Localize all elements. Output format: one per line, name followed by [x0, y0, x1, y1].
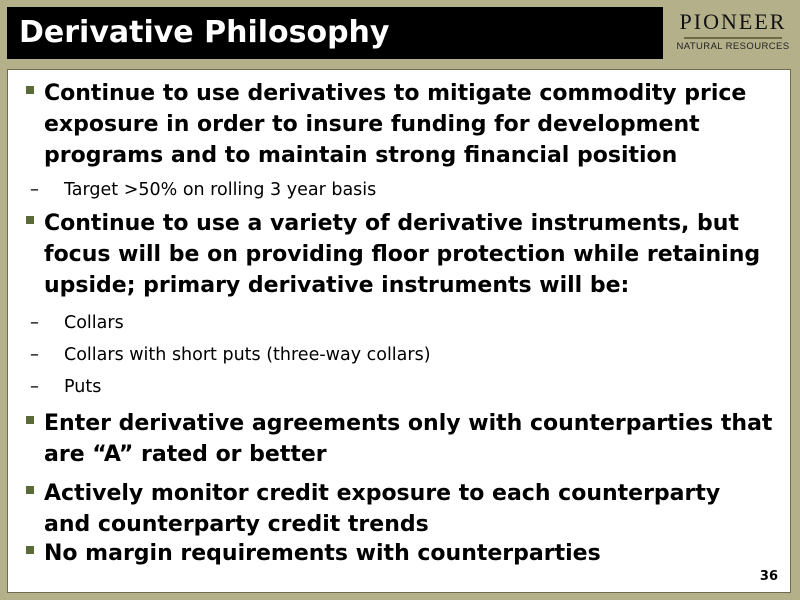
sub-bullet-text: Target >50% on rolling 3 year basis: [64, 180, 377, 200]
bullet-text: Continue to use derivatives to mitigate commodity price exposure in order to insure funding for development programs and to maintain strong financial position: [44, 81, 747, 168]
dash-bullet-icon: –: [30, 344, 39, 365]
page-number: 36: [759, 569, 778, 584]
square-bullet-icon: [26, 216, 34, 224]
square-bullet-icon: [26, 416, 34, 424]
logo-divider: [684, 37, 782, 39]
square-bullet-icon: [26, 546, 34, 554]
dash-bullet-icon: –: [30, 179, 39, 200]
dash-bullet-icon: –: [30, 376, 39, 397]
logo-main-text: PIONEER: [679, 9, 787, 34]
slide-content: [7, 69, 791, 593]
logo-sub-text: NATURAL RESOURCES: [676, 41, 790, 52]
slide-title: Derivative Philosophy: [19, 15, 390, 50]
bullet-text: Continue to use a variety of derivative instruments, but focus will be on providing floor protection while retaining upside; primary derivative instruments will be:: [44, 211, 761, 298]
dash-bullet-icon: –: [30, 312, 39, 333]
bullet-text: Actively monitor credit exposure to each counterparty and counterparty credit trends: [44, 481, 721, 537]
title-bar: [7, 7, 663, 59]
sub-bullet-text: Puts: [64, 377, 102, 397]
sub-bullet-text: Collars: [64, 313, 124, 333]
sub-bullet-text: Collars with short puts (three-way collars): [64, 345, 431, 365]
square-bullet-icon: [26, 486, 34, 494]
pioneer-logo: [670, 8, 796, 58]
square-bullet-icon: [26, 86, 34, 94]
bullet-text: No margin requirements with counterparties: [44, 541, 601, 566]
bullet-text: Enter derivative agreements only with counterparties that are “A” rated or better: [44, 411, 773, 467]
